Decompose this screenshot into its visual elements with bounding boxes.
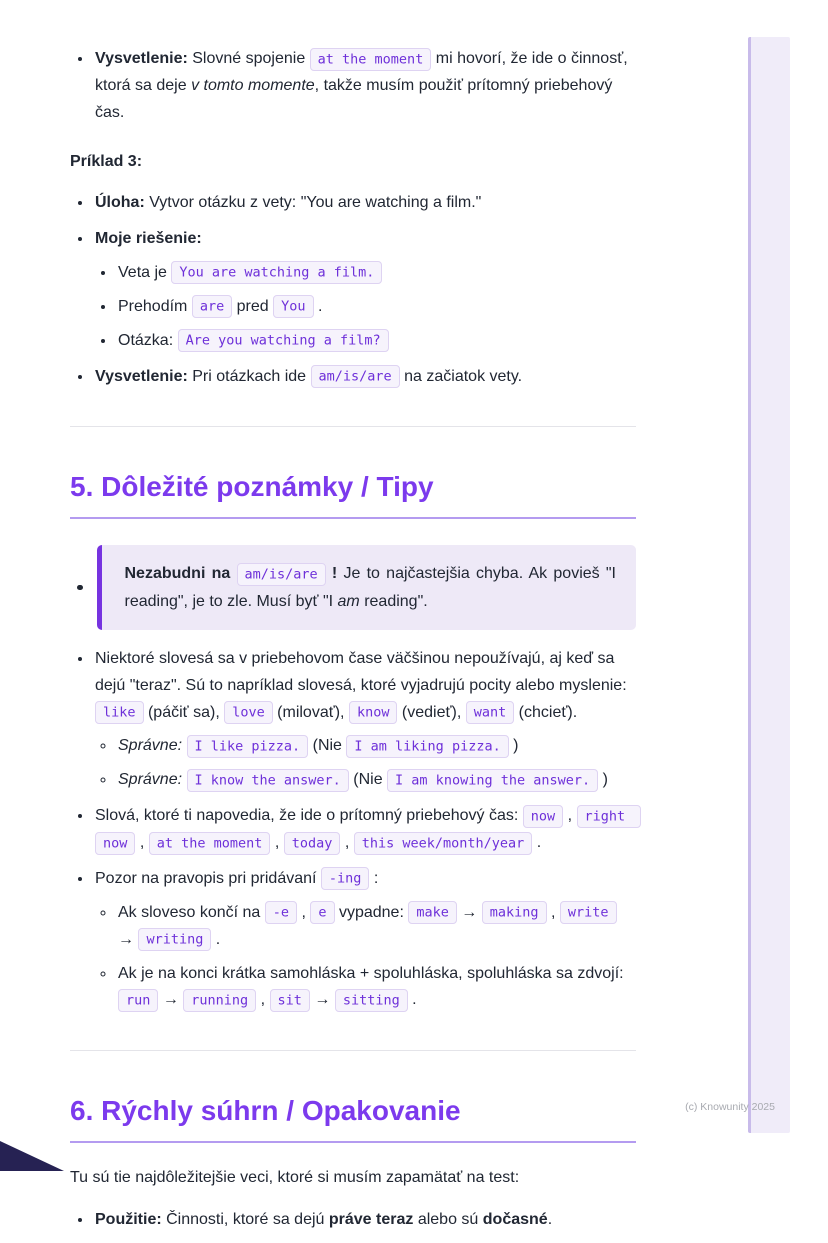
inline-code-chip: this week/month/year [354,832,533,855]
bullet-list [95,260,636,355]
inline-code-chip: am/is/are [237,563,326,586]
list-item [116,961,636,1015]
text-segment: Správne: [118,771,183,789]
text-segment: . [313,297,323,315]
inline-code-chip: like [95,701,144,724]
inline-code-chip: -e [265,901,297,924]
text-segment: am [337,592,360,610]
text-segment: , [563,807,577,825]
list-item [93,866,636,1014]
document-content [70,30,636,1243]
text-segment: Je to najčastejšia chyba. Ak povieš "I reading", je to zle. Musí byť "I [124,565,616,610]
text-segment: Tu sú tie najdôležitejšie veci, ktoré si musím zapamätať na test: [70,1169,520,1187]
text-segment: Ak je na konci krátka samohláska + spoluhláska, spoluhláska sa zdvojí: [118,964,624,982]
text-segment: , [340,834,354,852]
inline-code-chip: want [466,701,515,724]
text-segment: : [369,869,379,887]
text-segment: dočasné [482,1210,548,1228]
text-segment: Moje riešenie: [95,230,202,248]
inline-code-chip: today [284,832,341,855]
inline-code-chip: I like pizza. [187,735,309,758]
inline-code-chip: I am liking pizza. [346,735,508,758]
text-segment: (Nie [348,771,388,789]
text-segment: → [456,903,482,921]
text-segment: Niektoré slovesá sa v priebehovom čase väčšinou nepoužívajú, aj keď sa dejú "teraz". Sú to napríklad slovesá, ktoré vyjadrujú pocity alebo myslenie: [95,649,627,694]
inline-code-chip: make [408,901,457,924]
inline-code-chip: You are watching a film. [171,261,382,284]
text-segment: Pozor na pravopis pri pridávaní [95,869,321,887]
paragraph [70,1165,636,1191]
text-segment: , [256,991,270,1009]
inline-code-chip: running [183,989,256,1012]
list-item [116,328,636,355]
text-segment: Vysvetlenie: [95,50,188,67]
list-item [93,1207,636,1234]
inline-code-chip: You [273,295,313,318]
inline-code-chip: I am knowing the answer. [387,769,598,792]
text-segment: Použitie: [95,1210,162,1228]
inline-code-chip: are [192,295,232,318]
page-edge-bar [748,37,790,1133]
text-segment: , [546,903,560,921]
text-segment: Vysvetlenie: [95,367,188,385]
list-item [93,803,636,857]
text-segment [230,565,236,582]
text-segment: pred [232,297,274,315]
inline-code-chip: sit [270,989,310,1012]
text-segment: mi hovorí, že ide o činnosť, ktorá sa deje [95,50,628,94]
inline-code-chip: Are you watching a film? [178,329,389,352]
inline-code-chip: e [310,901,334,924]
inline-code-chip: writing [138,928,211,951]
text-segment: alebo sú [413,1210,483,1228]
text-segment: Ak sloveso končí na [118,903,265,921]
text-segment: , [135,834,149,852]
bullet-list [70,646,636,1015]
inline-code-chip: sitting [335,989,408,1012]
text-segment: Správne: [118,737,183,755]
text-segment: Slovné spojenie [187,50,310,67]
text-segment: (páčiť sa), [143,703,225,721]
inline-code-chip: at the moment [149,832,271,855]
inline-code-chip: now [523,805,563,828]
text-segment [182,737,186,754]
inline-code-chip: love [224,701,273,724]
text-segment: práve teraz [328,1210,414,1228]
text-segment: → [158,991,184,1009]
section-heading: 6. Rýchly súhrn / Opakovanie [70,1093,636,1143]
text-segment: → [118,930,139,948]
footer-credit: (c) Knowunity 2025 [685,1101,775,1113]
bullet-list [70,1207,636,1234]
text-segment: (vedieť), [397,703,466,721]
callout-box [97,545,637,629]
bullet-list [70,190,636,390]
inline-code-chip: right now [95,805,641,855]
section-heading: 5. Dôležité poznámky / Tipy [70,469,636,519]
text-segment: Otázka: [118,331,178,349]
list-item [93,364,636,391]
divider [70,1050,636,1051]
text-segment: na začiatok vety. [399,367,523,385]
corner-triangle-decoration [0,1141,64,1171]
text-segment: , takže musím použiť prítomný priebehový čas. [95,76,613,121]
text-segment: . [532,834,542,852]
text-segment: (milovať), [272,703,349,721]
inline-code-chip: write [560,901,617,924]
bullet-dot [77,585,83,591]
text-segment: Úloha: [95,194,145,212]
callout-row [70,545,636,629]
text-segment: vypadne: [334,903,409,921]
text-segment: reading". [359,592,428,610]
inline-code-chip: at the moment [310,48,432,71]
bullet-list [95,733,636,794]
text-segment: . [547,1210,553,1228]
list-item [116,900,636,954]
text-segment: (Nie [308,737,347,755]
text-segment: Príklad 3: [70,152,143,170]
bullet-list [95,900,636,1015]
divider [70,426,636,427]
list-item [93,646,636,794]
list-item [93,226,636,355]
text-segment [182,771,186,788]
list-item [116,767,636,794]
bullet-list [70,46,636,127]
paragraph [70,149,636,175]
text-segment: Veta je [118,263,172,281]
text-segment: ) [508,737,519,755]
text-segment: . [211,930,221,948]
text-segment: Činnosti, ktoré sa dejú [161,1210,329,1228]
text-segment: → [309,991,335,1009]
text-segment: (chcieť). [514,703,578,721]
text-segment: . [407,991,417,1009]
inline-code-chip: making [482,901,547,924]
text-segment: ) [598,771,608,789]
list-item [116,733,636,760]
text-segment: ! [331,565,338,583]
inline-code-chip: -ing [321,867,370,890]
text-segment: Pri otázkach ide [187,367,311,385]
list-item [116,260,636,287]
text-segment: Vytvor otázku z vety: "You are watching a film." [144,194,482,212]
inline-code-chip: am/is/are [311,365,400,388]
inline-code-chip: run [118,989,158,1012]
list-item [93,190,636,217]
list-item [93,46,636,127]
inline-code-chip: know [349,701,398,724]
text-segment: , [297,903,311,921]
list-item [116,294,636,321]
text-segment: Nezabudni na [124,565,231,583]
text-segment: , [270,834,284,852]
text-segment: Prehodím [118,297,192,315]
text-segment: v tomto momente [191,76,315,94]
text-segment: Slová, ktoré ti napovedia, že ide o prítomný priebehový čas: [95,807,523,825]
inline-code-chip: I know the answer. [187,769,349,792]
